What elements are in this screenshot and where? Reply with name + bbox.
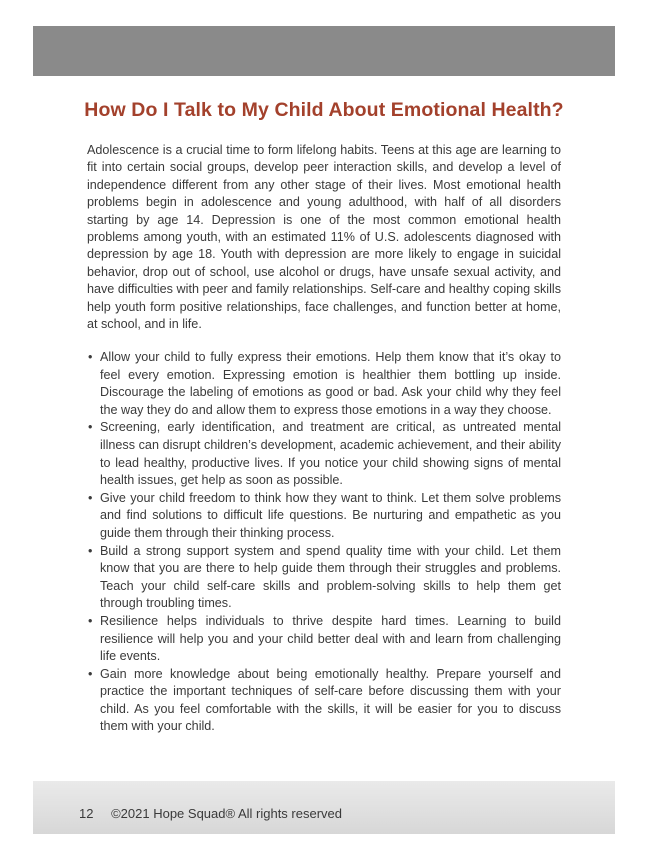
list-item-text: Allow your child to fully express their emotions. Help them know that it’s okay to feel every emotion. Expressing emotion is healthier them bottling up inside. Discourage the labeling of emotions as good or bad. Ask your child why they feel the way they do and allow them to express those emotions in a way they choose. <box>100 350 561 417</box>
list-item <box>87 349 561 419</box>
tips-list <box>87 349 561 736</box>
list-item <box>87 543 561 613</box>
list-item-text: Give your child freedom to think how they want to think. Let them solve problems and find solutions to difficult life questions. Be nurturing and empathetic as you guide them through their thinking process. <box>100 490 561 540</box>
list-item <box>87 613 561 666</box>
page-title: How Do I Talk to My Child About Emotional Health? <box>84 99 564 121</box>
list-item-text: Resilience helps individuals to thrive despite hard times. Learning to build resilience will help you and your child better deal with and learn from challenging life events. <box>100 613 561 664</box>
list-item-text: Build a strong support system and spend quality time with your child. Let them know that you are there to help guide them through their struggles and problems. Teach your child self-care skills and problem-solving skills to help them get through troubling times. <box>100 543 561 611</box>
bullet-icon: • <box>88 613 93 628</box>
bullet-icon: • <box>88 666 93 681</box>
list-item <box>87 419 561 489</box>
copyright-notice: ©2021 Hope Squad® All rights reserved <box>111 806 342 821</box>
list-item-text: Screening, early identification, and treatment are critical, as untreated mental illness can disrupt children’s development, academic achievement, and their ability to lead healthy, productive lives. If you notice your child showing signs of mental health issues, get help as soon as possible. <box>100 420 561 488</box>
intro-paragraph: Adolescence is a crucial time to form lifelong habits. Teens at this age are learning to fit into certain social groups, develop peer interaction skills, and develop a level of independence different from any other stage of their lives. Most emotional health problems begin in adolescence and young adulthood, with half of all disorders starting by age 14. Depression is one of the most common emotional health problems among youth, with an estimated 11% of U.S. adolescents diagnosed with depression by age 18. Youth with depression are more likely to engage in suicidal behavior, drop out of school, use alcohol or drugs, have unsafe sexual activity, and have difficulties with peer and family relationships. Self-care and healthy coping skills help youth form positive relationships, face challenges, and function better at home, at school, and in life. <box>87 143 561 332</box>
bullet-icon: • <box>88 350 93 364</box>
header-bar <box>33 26 615 76</box>
bullet-icon: • <box>88 490 93 505</box>
list-item-text: Gain more knowledge about being emotionally healthy. Prepare yourself and practice the important techniques of self-care before discussing them with your child. As you feel comfortable with the skills, it will be easier for you to discuss them with your child. <box>100 666 561 734</box>
bullet-icon: • <box>88 543 93 558</box>
page-number: 12 <box>79 806 94 821</box>
bullet-icon: • <box>88 420 93 435</box>
footer <box>79 806 342 821</box>
list-item <box>87 666 561 736</box>
list-item <box>87 490 561 543</box>
